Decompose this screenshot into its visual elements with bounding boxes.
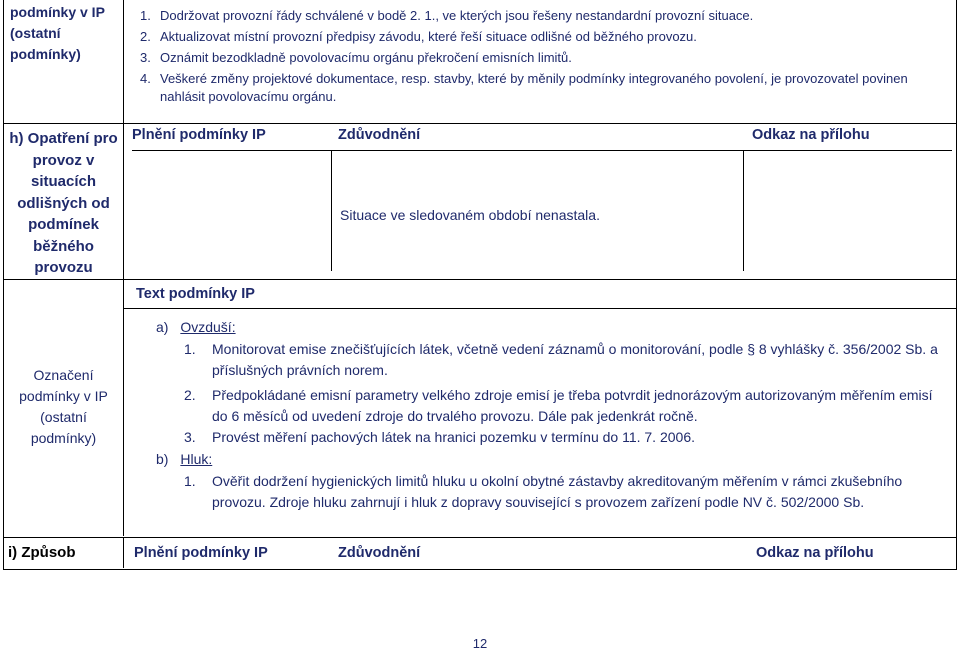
row-i bbox=[3, 538, 957, 570]
section-a-item-3: 3. Provést měření pachových látek na hranici pozemku v termínu do 11. 7. 2006. bbox=[184, 429, 695, 445]
list-item: 1. Dodržovat provozní řády schválené v bodě 2. 1., ve kterých jsou řešeny nestandardní provozní situace. bbox=[140, 8, 754, 23]
cell-zduvodneni bbox=[332, 151, 744, 271]
col-plneni-header: Plnění podmínky IP bbox=[132, 127, 266, 143]
row-g-content bbox=[132, 4, 948, 109]
list-item: 4. Veškeré změny projektové dokumentace, resp. stavby, které by měnily podmínky integrovaného povolení, je provozovatel povinen nahlásit povolovacímu orgánu. bbox=[140, 71, 908, 104]
row-i-label: i) Způsob bbox=[4, 538, 124, 568]
list-item: 2. Aktualizovat místní provozní předpisy závodu, které řeší situace odlišné od běžného provozu. bbox=[140, 29, 697, 44]
row-i-col-plneni: Plnění podmínky IP bbox=[134, 545, 268, 561]
col-zduvodneni-header: Zdůvodnění bbox=[338, 127, 421, 143]
row-i-col-odkaz: Odkaz na přílohu bbox=[756, 545, 874, 561]
cell-odkaz bbox=[744, 151, 952, 271]
row-oznaceni bbox=[3, 278, 957, 538]
row-g bbox=[3, 0, 957, 124]
col-odkaz-header: Odkaz na přílohu bbox=[752, 127, 870, 143]
row-h-header bbox=[124, 122, 956, 150]
section-a-item-1: 1. Monitorovat emise znečišťujících látek, včetně vedení záznamů o monitorování, podle § 8 vyhlášky č. 356/2002 Sb. a příslušných právních norem. bbox=[184, 341, 938, 378]
row-h bbox=[3, 122, 957, 280]
section-b-title: b) Hluk: bbox=[156, 451, 213, 467]
row-oznaceni-label: Označení podmínky v IP (ostatní podmínky) bbox=[4, 278, 124, 536]
text-label: Text podmínky IP bbox=[136, 286, 255, 302]
section-b-item-1: 1. Ověřit dodržení hygienických limitů hluku u okolní obytné zástavby akreditovaným měřením v rámci zkušebního provozu. Zdroje hluku zahrnují i hluk z dopravy související s provozem zařízení podle NV č. 502/2000 Sb. bbox=[184, 473, 903, 510]
row-g-label: podmínky v IP (ostatní podmínky) bbox=[4, 0, 124, 122]
row-h-label: h) Opatření pro provoz v situacích odlišných od podmínek běžného provozu bbox=[4, 122, 124, 278]
section-a-title: a) Ovzduší: bbox=[156, 319, 236, 335]
page-number: 12 bbox=[472, 636, 488, 651]
row-i-col-zduvodneni: Zdůvodnění bbox=[338, 545, 421, 561]
list-item: 3. Oznámit bezodkladně povolovacímu orgánu překročení emisních limitů. bbox=[140, 50, 572, 65]
row-oznaceni-content bbox=[124, 308, 956, 537]
zduvodneni-text: Situace ve sledovaném období nenastala. bbox=[340, 207, 600, 223]
section-a-item-2: 2. Předpokládané emisní parametry velkého zdroje emisí je třeba potvrdit jednorázovým autorizovaným měřením emisí do 6 měsíců od uvedení zdroje do trvalého provozu. Dále pak jedenkrát ročně. bbox=[184, 387, 933, 424]
row-g-list bbox=[132, 7, 948, 106]
row-h-cells bbox=[132, 150, 952, 271]
cell-plneni bbox=[132, 151, 332, 271]
